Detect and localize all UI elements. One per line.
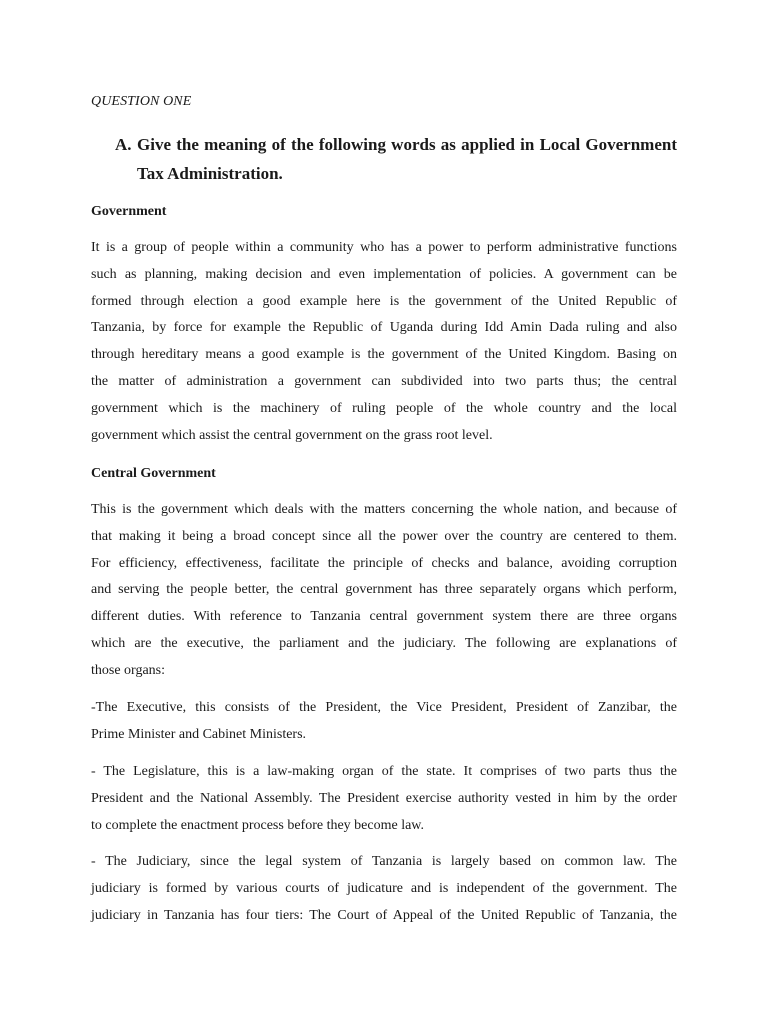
question-part-text-1: Give the meaning of the following words as applied in Local Government bbox=[137, 135, 677, 154]
paragraph-line: formed through election a good example here is the government of the United Republic of bbox=[91, 293, 677, 309]
paragraph-legislature bbox=[91, 759, 677, 839]
paragraph-line: to complete the enactment process before they become law. bbox=[91, 817, 425, 833]
paragraph-line: that making it being a broad concept since all the power over the country are centered to them. bbox=[91, 528, 677, 544]
paragraph-government bbox=[91, 235, 677, 449]
paragraph-line: which are the executive, the parliament and the judiciary. The following are explanations of bbox=[91, 635, 677, 651]
paragraph-line: those organs: bbox=[91, 662, 166, 678]
paragraph-line: through hereditary means a good example is the government of the United Kingdom. Basing on bbox=[91, 347, 677, 363]
paragraph-line: the matter of administration a government can subdivided into two parts thus; the central bbox=[91, 373, 677, 389]
paragraph-line: Prime Minister and Cabinet Ministers. bbox=[91, 726, 307, 742]
paragraph-central-government bbox=[91, 497, 677, 685]
question-part-a bbox=[115, 130, 677, 188]
heading-central-government: Central Government bbox=[91, 466, 216, 481]
paragraph-line: judiciary in Tanzania has four tiers: The Court of Appeal of the United Republic of Tanzania, the bbox=[91, 907, 677, 923]
paragraph-line: different duties. With reference to Tanzania central government system there are three organs bbox=[91, 609, 677, 625]
paragraph-line: -The Executive, this consists of the President, the Vice President, President of Zanzibar, the bbox=[91, 700, 677, 715]
heading-government: Government bbox=[91, 204, 167, 219]
paragraph-line: For efficiency, effectiveness, facilitate the principle of checks and balance, avoiding corruption bbox=[91, 555, 677, 571]
question-title: QUESTION ONE bbox=[91, 94, 192, 109]
paragraph-line: government which is the machinery of ruling people of the whole country and the local bbox=[91, 400, 677, 416]
paragraph-line: President and the National Assembly. The President exercise authority vested in him by the order bbox=[91, 790, 677, 806]
question-part-a-line-2: Tax Administration. bbox=[137, 164, 283, 183]
paragraph-line: This is the government which deals with the matters concerning the whole nation, and because of bbox=[91, 502, 677, 517]
paragraph-executive bbox=[91, 695, 677, 749]
question-part-letter: A. bbox=[115, 135, 132, 154]
paragraph-line: - The Judiciary, since the legal system of Tanzania is largely based on common law. The bbox=[91, 854, 677, 869]
paragraph-line: and serving the people better, the central government has three separately organs which perform, bbox=[91, 582, 677, 598]
paragraph-line: such as planning, making decision and even implementation of policies. A government can be bbox=[91, 266, 677, 282]
paragraph-line: It is a group of people within a community who has a power to perform administrative functions bbox=[91, 240, 677, 255]
paragraph-line: government which assist the central government on the grass root level. bbox=[91, 427, 493, 443]
paragraph-line: - The Legislature, this is a law-making organ of the state. It comprises of two parts thus the bbox=[91, 764, 677, 779]
question-part-a-line-1 bbox=[115, 130, 677, 159]
paragraph-judiciary bbox=[91, 849, 677, 929]
paragraph-line: judiciary is formed by various courts of judicature and is independent of the government. The bbox=[91, 880, 677, 896]
paragraph-line: Tanzania, by force for example the Republic of Uganda during Idd Amin Dada ruling and also bbox=[91, 320, 677, 336]
